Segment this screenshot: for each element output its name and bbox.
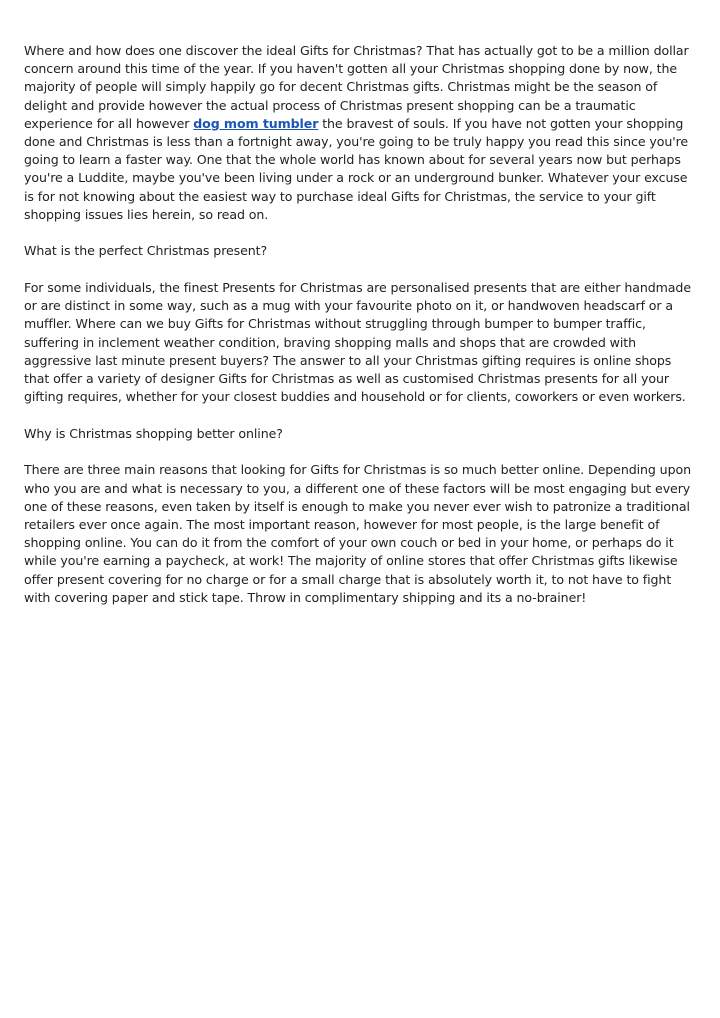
paragraph-online-reasons: There are three main reasons that looking for Gifts for Christmas is so much better online. Depending upon who you are and what is necessary to you, a different one of these factors will be most engaging but every one of these reasons, even taken by itself is enough to make you never ever wish to patronize a traditional retailers ever once again. The most important reason, however for most people, is the large benefit of shopping online. You can do it from the comfort of your own couch or bed in your home, or perhaps do it while you're earning a paycheck, at work! The majority of online stores that offer Christmas gifts likewise offer present covering for no charge or for a small charge that is absolutely worth it, to not have to fight with covering paper and stick tape. Throw in complimentary shipping and its a no-brainer! [24,462,691,605]
document-body [24,42,700,625]
paragraph-personalised-presents: For some individuals, the finest Presents for Christmas are personalised presents that are either handmade or are distinct in some way, such as a mug with your favourite photo on it, or handwoven headscarf or a muffler. Where can we buy Gifts for Christmas without struggling through bumper to bumper traffic, suffering in inclement weather condition, braving shopping malls and shops that are crowded with aggressive last minute present buyers? The answer to all your Christmas gifting requires is online shops that offer a variety of designer Gifts for Christmas as well as customised Christmas presents for all your gifting requires, whether for your closest buddies and household or for clients, coworkers or even workers. [24,280,691,405]
question-perfect-present: What is the perfect Christmas present? [24,243,268,259]
paragraph-intro [24,42,700,224]
paragraph-intro-text-end: the bravest of souls. If you have not gotten your shopping done and Christmas is less than a fortnight away, you're going to be truly happy you read this since you're going to learn a faster way. One that the whole world has known about for several years now but perhaps you're a Luddite, maybe you've been living under a rock or an underground bunker. Whatever your excuse is for not knowing about the easiest way to purchase ideal Gifts for Christmas, the service to your gift shopping issues lies herein, so read on. [24,115,689,222]
question-shopping-online: Why is Christmas shopping better online? [24,425,283,441]
dog-mom-tumbler-link[interactable]: dog mom tumbler [193,115,319,131]
paragraph-intro-text-start: Where and how does one discover the ideal Gifts for Christmas? That has actually got to be a million dollar concern around this time of the year. If you haven't gotten all your Christmas shopping done by now, the majority of people will simply happily go for decent Christmas gifts. Christmas might be the season of delight and provide however the actual process of Christmas present shopping can be a traumatic experience for all however [24,43,689,131]
